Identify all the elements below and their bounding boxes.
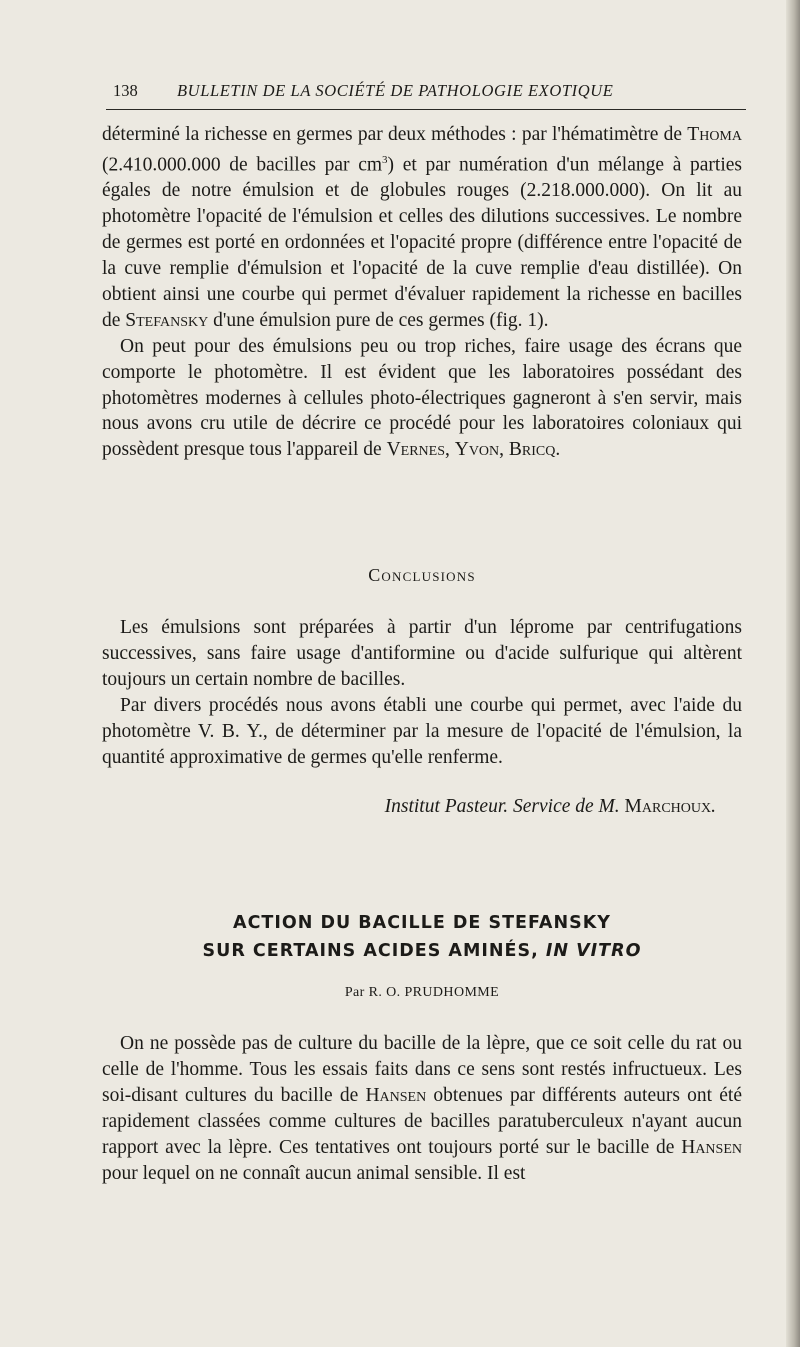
text-run: ) et par numération d'un mélange à parties égales de notre émulsion et de globules rouges (2.218.000.000). On lit au photomètre l'opacité de l'émulsion et celles des dilutions successives. Le nombre de germes est porté en ordonnées et l'opacité propre (différence entre l'opacité de la cuve remplie d'émulsion et l'opacité de la cuve remplie d'eau distillée). On obtient ainsi une courbe qui permet d'évaluer rapidement la richesse en bacilles de xyxy=(102,154,743,331)
text-run: d'une émulsion pure de ces germes (fig. 1). xyxy=(208,309,549,331)
article-paragraph-1 xyxy=(102,1031,742,1186)
institution-signature xyxy=(102,796,716,818)
methods-paragraph-2 xyxy=(102,334,742,464)
text-run: On ne possède pas de culture du bacille de la lèpre, que ce soit celle du rat ou celle de l'homme. Tous les essais faits dans ce sens sont restés infructueux. Les soi-disant cultures du bacille de xyxy=(102,1033,742,1106)
header-rule xyxy=(106,109,746,110)
signature-italic: Institut Pasteur. Service de M. xyxy=(384,796,625,817)
text-run: pour lequel on ne connaît aucun animal sensible. Il est xyxy=(102,1162,526,1184)
separator: , xyxy=(444,439,455,461)
author-name: Stefansky xyxy=(125,309,209,331)
author-name: Hansen xyxy=(365,1084,427,1106)
text-run: . xyxy=(555,439,561,461)
text-run: déterminé la richesse en germes par deux méthodes : par l'hématimètre de xyxy=(102,124,688,145)
running-head xyxy=(113,79,668,103)
author-name: Vernes xyxy=(386,439,445,461)
conclusions-paragraph-1: Les émulsions sont préparées à partir d'un léprome par centrifugations successives, sans faire usage d'antiformine ou d'acide sulfurique qui altèrent toujours un certain nombre de bacilles. xyxy=(102,617,742,690)
title-italic: IN VITRO xyxy=(545,941,642,961)
journal-title: BULLETIN DE LA SOCIÉTÉ DE PATHOLOGIE EXOTIQUE xyxy=(177,81,614,100)
page-number: 138 xyxy=(113,81,138,100)
page-edge-shadow xyxy=(786,0,800,1347)
methods-paragraph-1 xyxy=(102,122,742,334)
author-name: Bricq xyxy=(508,439,556,461)
conclusions-heading: Conclusions xyxy=(368,565,476,585)
conclusions-text xyxy=(102,615,742,770)
title-text: SUR CERTAINS ACIDES AMINÉS, xyxy=(202,941,546,961)
author-name: Hansen xyxy=(681,1136,742,1158)
article-title-line-1: ACTION DU BACILLE DE STEFANSKY xyxy=(233,913,611,933)
signature-name: Marchoux xyxy=(624,796,712,817)
text-run: On peut pour des émulsions peu ou trop riches, faire usage des écrans que comporte le photomètre. Il est évident que les laboratoires possédant des photomètres modernes à cellules photo-électriques gagneront à s'en servir, mais nous avons cru utile de décrire ce procédé pour les laboratoires coloniaux qui possèdent presque tous l'appareil de xyxy=(102,335,742,461)
separator: , xyxy=(499,439,509,461)
text-run: obtenues par différents auteurs ont été rapidement classées comme cultures de bacilles paratuberculeux n'ayant aucun rapport avec la lèpre. Ces tentatives ont toujours porté sur le bacille de xyxy=(102,1084,742,1158)
text-run: (2.410.000.000 de bacilles par cm xyxy=(102,154,383,176)
author-name: Yvon xyxy=(454,439,500,461)
article-title-line-2 xyxy=(102,941,742,961)
superscript: 3 xyxy=(382,153,388,166)
signature-end: . xyxy=(711,796,716,817)
conclusions-paragraph-2: Par divers procédés nous avons établi une courbe qui permet, avec l'aide du photomètre V. B. Y., de déterminer par la mesure de l'opacité de l'émulsion, la quantité approximative de germes qu'elle renferme. xyxy=(102,694,742,768)
article-byline: Par R. O. PRUDHOMME xyxy=(344,985,500,1000)
methods-text xyxy=(102,122,742,463)
article-text xyxy=(102,1031,742,1186)
author-name: Thoma xyxy=(687,124,742,145)
